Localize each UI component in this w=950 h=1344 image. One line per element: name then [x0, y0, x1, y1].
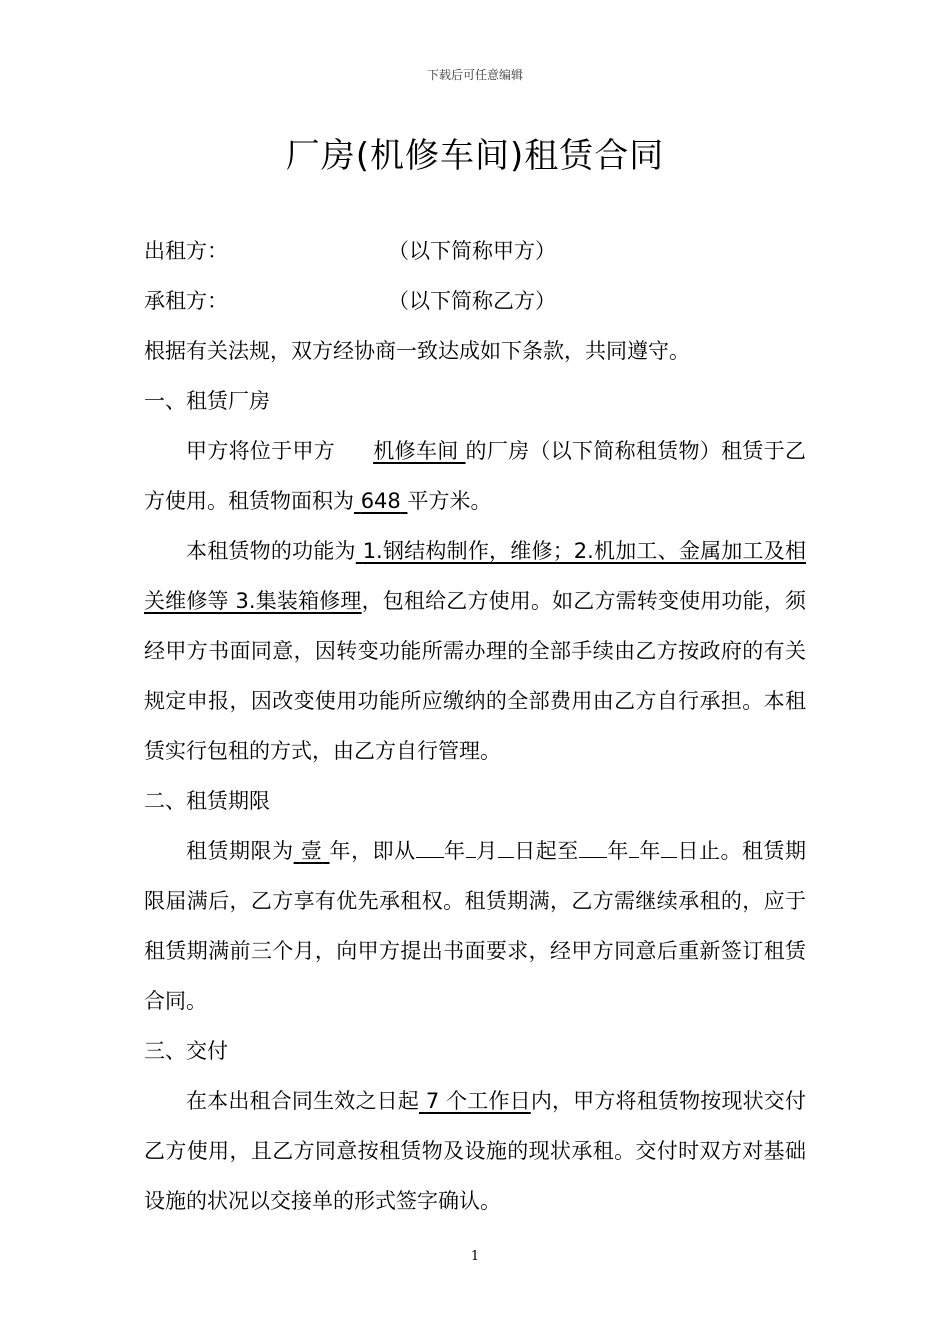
- underline-space: [419, 1089, 426, 1113]
- text-run: 年，即从: [329, 839, 416, 863]
- header-note: 下载后可任意编辑: [426, 68, 523, 82]
- page-number: 1: [470, 1249, 480, 1264]
- blank-field: [416, 835, 444, 858]
- text-run: 甲方将位于甲方: [186, 439, 336, 463]
- section-3-paragraph: [144, 1076, 806, 1226]
- section-3-heading: 三、交付: [144, 1039, 228, 1063]
- term-text: 壹: [300, 839, 323, 863]
- section-1-paragraph-2: [144, 526, 806, 776]
- text-run: 内，甲方将租赁物按现状交付乙方使用，且乙方同意按租赁物及设施的现状承租。交付时双方对基础设施的状况以交接单的形式签字确认。: [144, 1089, 806, 1213]
- blank-field: [466, 835, 476, 858]
- text-run: 日止。租赁期限届满后，乙方享有优先承租权。租赁期满，乙方需继续承租的，应于租赁期满前三个月，向甲方提出书面要求，经甲方同意后重新签订租赁合同。: [144, 839, 807, 1013]
- lessee-label: 承租方：: [144, 289, 228, 313]
- underline-space: [459, 439, 466, 463]
- section-2-heading: 二、租赁期限: [144, 789, 270, 813]
- underline-space: [356, 539, 363, 563]
- text-run: 年: [638, 839, 661, 863]
- text-run: 日起至: [513, 839, 579, 863]
- text-run: ，包租给乙方使用。如乙方需转变使用功能，须经甲方书面同意，因转变功能所需办理的全部手续由乙方按政府的有关规定申报，因改变使用功能所应缴纳的全部费用由乙方自行承担。本租赁实行包租的方式，由乙方自行管理。: [144, 589, 806, 763]
- text-run: 年: [606, 839, 629, 863]
- lessee-line: [144, 276, 806, 326]
- blank-field: [661, 835, 677, 858]
- text-run: 租赁期限为: [186, 839, 294, 863]
- underline-space: [354, 489, 361, 513]
- blank-field: [579, 835, 607, 858]
- location-value: 机修车间: [373, 439, 459, 463]
- text-run: 年: [443, 839, 466, 863]
- text-run: 的厂房（以下简称租赁物）租赁于乙方使用。租赁物面积为: [144, 439, 806, 513]
- text-run: 本租赁物的功能为: [186, 539, 356, 563]
- intro-text: 根据有关法规，双方经协商一致达成如下条款，共同遵守。: [144, 339, 690, 363]
- text-run: 月: [475, 839, 498, 863]
- area-value: 648: [360, 489, 401, 513]
- term-value: [294, 839, 330, 863]
- blank-field: [498, 835, 514, 858]
- section-1-paragraph-1: [144, 426, 806, 526]
- section-2-paragraph: [144, 826, 806, 1026]
- text-run: 在本出租合同生效之日起: [186, 1089, 419, 1113]
- lessor-label: 出租方：: [144, 239, 228, 263]
- text-run: 平方米。: [407, 489, 492, 513]
- delivery-days-value: 7 个工作日: [425, 1089, 531, 1113]
- lessor-suffix: （以下简称甲方）: [388, 239, 556, 263]
- section-1-heading: 一、租赁厂房: [144, 389, 270, 413]
- lessor-line: [144, 226, 806, 276]
- contract-body: [144, 226, 806, 1226]
- lessee-suffix: （以下简称乙方）: [388, 289, 556, 313]
- blank-field: [629, 835, 639, 858]
- document-title: 厂房(机修车间)租赁合同: [285, 136, 665, 176]
- function-value: 1.钢结构制作，维修；2.机加工、金属加工及相关维修等 3.集装箱修理: [144, 539, 806, 613]
